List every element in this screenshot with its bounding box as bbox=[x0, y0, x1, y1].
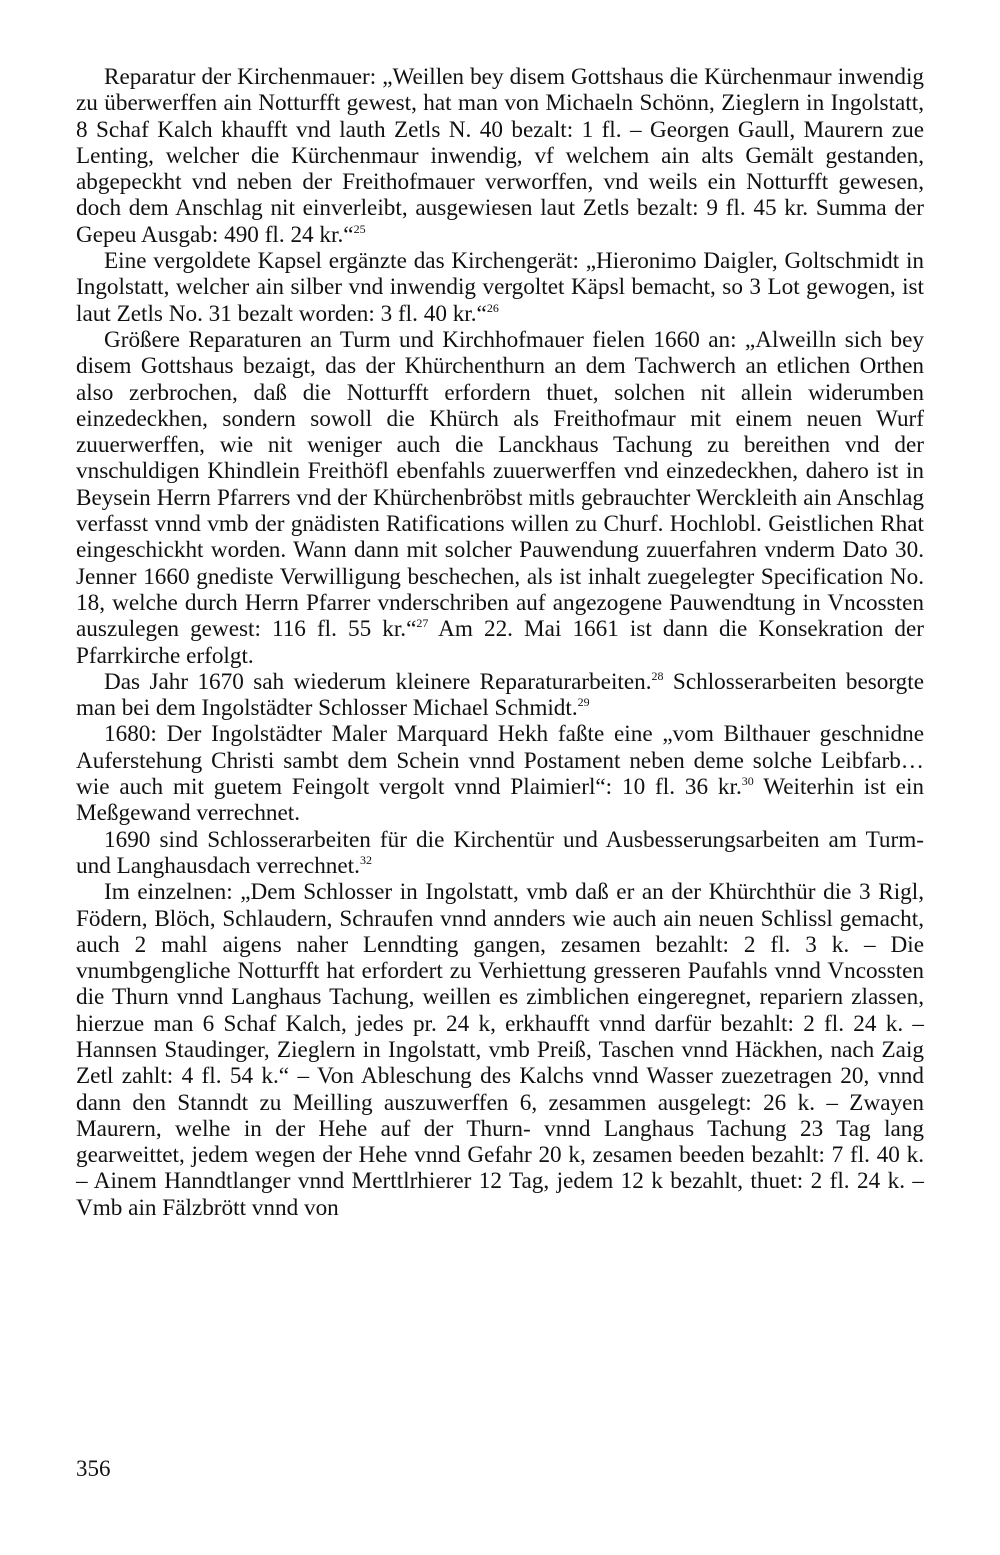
footnote-ref-25: 25 bbox=[353, 221, 366, 236]
body-text bbox=[76, 64, 924, 1221]
footnote-ref-27: 27 bbox=[416, 616, 429, 631]
page-number: 356 bbox=[76, 1456, 111, 1481]
footnote-ref-28: 28 bbox=[651, 668, 664, 683]
paragraph-4-text: Das Jahr 1670 sah wiederum kleinere Reparaturarbeiten. bbox=[104, 668, 652, 695]
paragraph-7 bbox=[76, 879, 924, 1221]
paragraph-1 bbox=[76, 64, 924, 248]
paragraph-1-text: Reparatur der Kirchenmauer: „Weillen bey disem Gottshaus die Kürchenmaur inwendig zu überwerffen ain Notturfft gewest, hat man von Michaeln Schönn, Zieglern in Ingolstatt, 8 Schaf Kalch khaufft vnd lauth Zetls N. 40 bezalt: 1 fl. – Georgen Gaull, Maurern zue Lenting, welcher die Kürchenmaur inwendig, vf welchem ain alts Gemält gestanden, abgepeckht vnd neben der Freithofmauer verworffen, vnd weils ein Notturfft gewesen, doch dem Anschlag nit einverleibt, ausgewiesen laut Zetls bezalt: 9 fl. 45 kr. Summa der Gepeu Ausgab: 490 fl. 24 kr.“ bbox=[76, 64, 924, 248]
paragraph-3-after: Am 22. Mai 1661 ist dann die Konsekration der Pfarrkirche erfolgt. bbox=[76, 616, 924, 669]
paragraph-2 bbox=[76, 248, 924, 327]
paragraph-2-text: Eine vergoldete Kapsel ergänzte das Kirchengerät: „Hieronimo Daigler, Goltschmidt in Ingolstatt, welcher ain silber vnd inwendig vergoltet Käpsl bemacht, so 3 Lot gewogen, ist laut Zetls No. 31 bezalt worden: 3 fl. 40 kr.“ bbox=[76, 248, 924, 327]
paragraph-5-after: Weiterhin ist ein Meßgewand verrechnet. bbox=[76, 774, 924, 827]
paragraph-6 bbox=[76, 827, 924, 880]
footnote-ref-29: 29 bbox=[577, 695, 590, 710]
paragraph-4-after: Schlosserarbeiten besorgte man bei dem Ingolstädter Schlosser Michael Schmidt. bbox=[76, 668, 924, 722]
paragraph-3-text: Größere Reparaturen an Turm und Kirchhofmauer fielen 1660 an: „Alweilln sich bey disem Gottshaus bezaigt, das der Khürchenthurn an dem Tachwerch an etlichen Orthen also zerbrochen, daß die Notturfft erfordern thuet, solchen nit allein widerumben einzedeckhen, sondern sowoll die Khürch als Freithofmaur mit einem neuen Wurf zuuerwerffen, wie nit weniger auch die Lanckhaus Tachung zu bereithen vnd der vnschuldigen Khindlein Freithöfl ebenfahls zuuerwerffen vnd einzedeckhen, dahero ist in Beysein Herrn Pfarrers vnd der Khürchenbröbst mitls gebrauchter Werckleith ain Anschlag verfasst vnnd vmb der gnädisten Ratifications willen zu Churf. Hochlobl. Geistlichen Rhat eingeschickht worden. Wann dann mit solcher Pauwendung zuuerfahren vnderm Dato 30. Jenner 1660 gnediste Verwilligung beschechen, als ist inhalt zuegelegter Specification No. 18, welche durch Herrn Pfarrer vnderschriben auf angezogene Pauwendtung in Vncossten auszulegen gewest: 116 fl. 55 kr.“ bbox=[76, 326, 924, 643]
footnote-ref-26: 26 bbox=[486, 300, 499, 315]
footnote-ref-30: 30 bbox=[741, 774, 754, 789]
paragraph-3 bbox=[76, 327, 924, 669]
paragraph-6-text: 1690 sind Schlosserarbeiten für die Kirchentür und Ausbesserungsarbeiten am Turm- und Langhausdach verrechnet. bbox=[76, 826, 924, 879]
paragraph-4 bbox=[76, 669, 924, 722]
paragraph-5 bbox=[76, 721, 924, 826]
footnote-ref-32: 32 bbox=[359, 852, 372, 867]
paragraph-5-text: 1680: Der Ingolstädter Maler Marquard Hekh faßte eine „vom Bilthauer geschnidne Auferstehung Christi sambt dem Schein vnnd Postament neben deme solche Leibfarb… wie auch mit guetem Feingolt vergolt vnnd Plaimierl“: 10 fl. 36 kr. bbox=[76, 721, 924, 801]
paragraph-7-text: Im einzelnen: „Dem Schlosser in Ingolstatt, vmb daß er an der Khürchthür die 3 Rigl, Födern, Blöch, Schlaudern, Schraufen vnnd annders wie auch ain neuen Schlissl gemacht, auch 2 mahl aigens naher Lenndting gangen, zesamen bezahlt: 2 fl. 3 k. – Die vnumbgengliche Notturfft hat erfordert zu Verhiettung gresseren Paufahls vnnd Vncossten die Thurn vnnd Langhaus Tachung, weillen es zimblichen eingeregnet, repariern zlassen, hierzue man 6 Schaf Kalch, jedes pr. 24 k, erkhaufft vnnd darfür bezahlt: 2 fl. 24 k. – Hannsen Staudinger, Zieglern in Ingolstatt, vmb Preiß, Taschen vnnd Häckhen, nach Zaig Zetl zahlt: 4 fl. 54 k.“ – Von Ableschung des Kalchs vnnd Wasser zuezetragen 20, vnnd dann den Stanndt zu Meilling auszuwerffen 6, zesammen ausgelegt: 26 k. – Zwayen Maurern, welhe in der Hehe auf der Thurn- vnnd Langhaus Tachung 23 Tag lang gearweittet, jedem wegen der Hehe vnnd Gefahr 20 k, zesamen beeden bezahlt: 7 fl. 40 k. – Ainem Hanndtlanger vnnd Merttlrhierer 12 Tag, jedem 12 k bezahlt, thuet: 2 fl. 24 k. – Vmb ain Fälzbrött vnnd von bbox=[76, 879, 924, 1221]
